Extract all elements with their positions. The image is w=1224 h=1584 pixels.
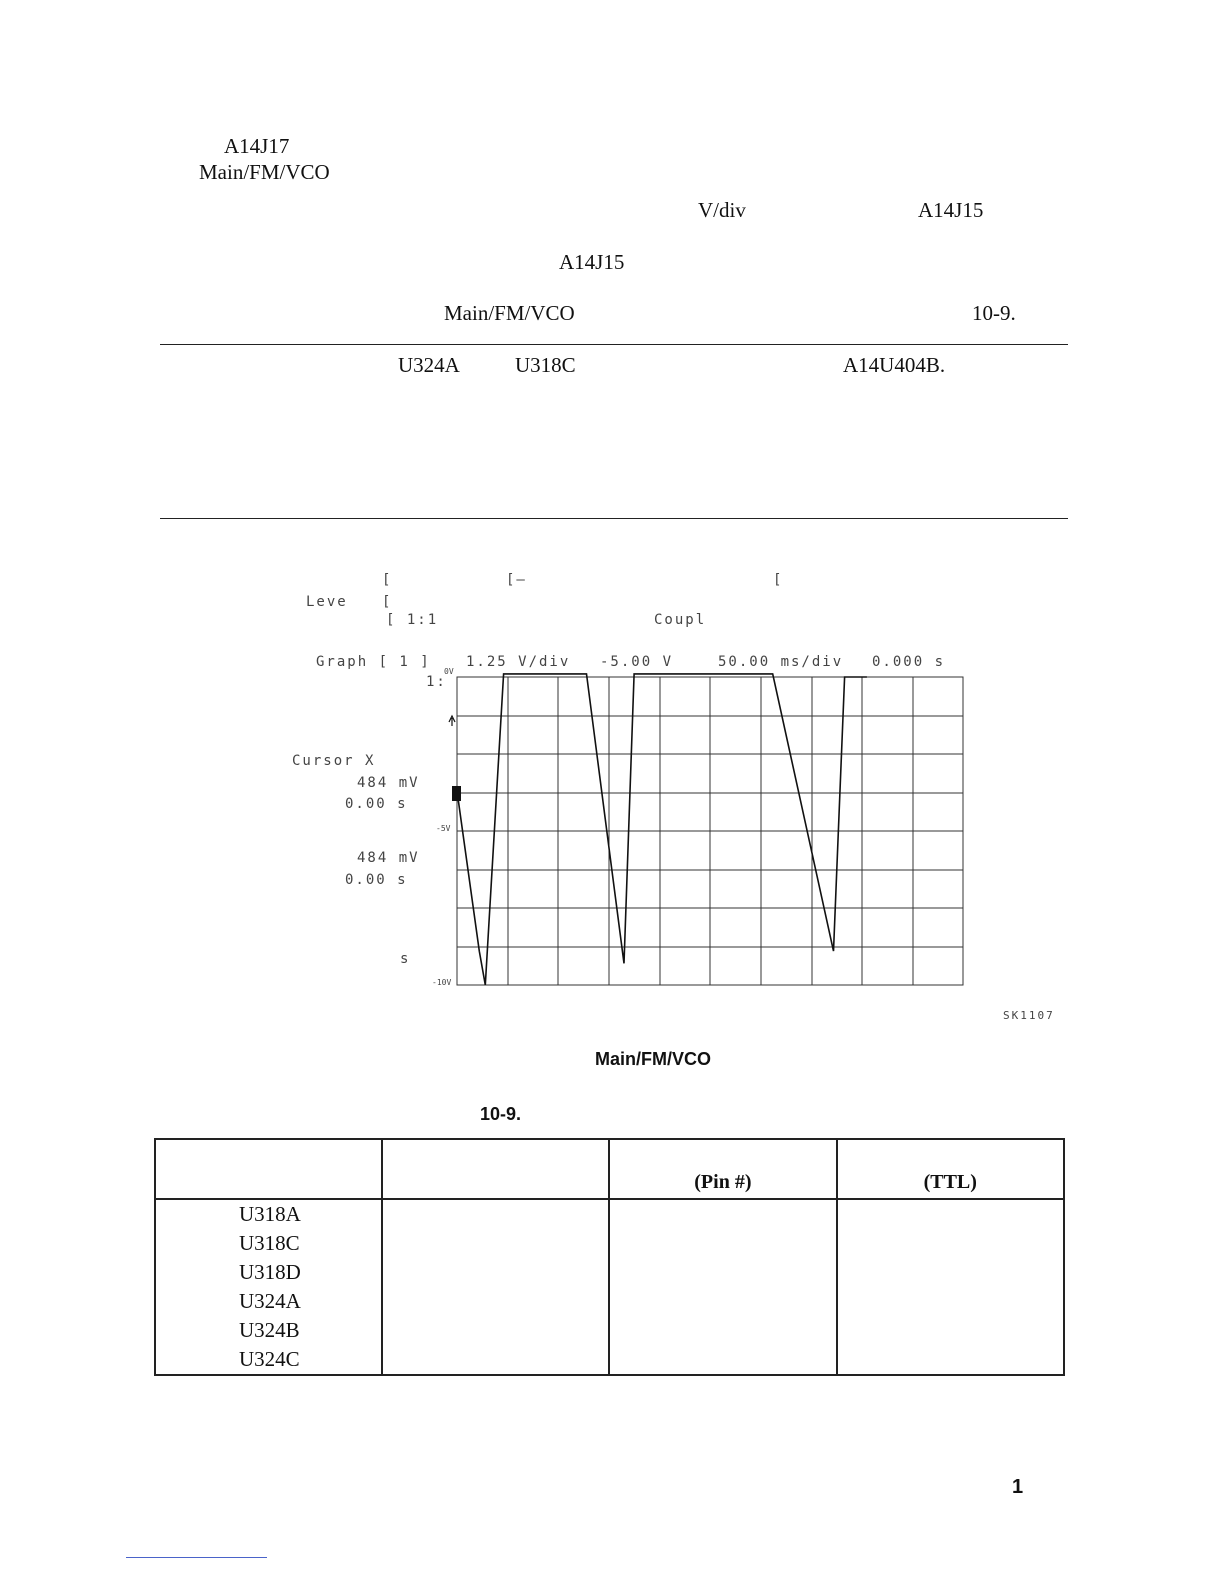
scope-probe-ratio: [ 1:1	[386, 612, 439, 628]
table-header-2	[382, 1139, 609, 1199]
cursor-time-1: 0.00 s	[345, 796, 408, 812]
ref-u324a: U324A	[398, 353, 460, 377]
scope-offset: -5.00 V	[600, 654, 674, 670]
scope-channel-marker: 1:	[426, 674, 447, 690]
component-cell: U318A	[155, 1199, 382, 1229]
table-row	[155, 1345, 1064, 1375]
scope-bracket-2: [—	[506, 572, 527, 588]
y-level-bottom: -10V	[432, 978, 452, 987]
table-header-1	[155, 1139, 382, 1199]
ref-a14j15-second: A14J15	[559, 250, 625, 274]
scope-coupling: Coupl	[654, 612, 707, 628]
ref-main-fm-vco-second: Main/FM/VCO	[444, 301, 575, 325]
figure-id: SK1107	[1003, 1009, 1055, 1022]
cursor-marker	[452, 786, 461, 801]
cursor-delta-unit: s	[400, 951, 411, 967]
table-header-ttl: (TTL)	[837, 1139, 1064, 1199]
graticule	[457, 677, 963, 985]
scope-scale: 1.25 V/div	[466, 654, 571, 670]
table-header-pin: (Pin #)	[609, 1139, 836, 1199]
y-level-top: 0V	[444, 667, 454, 676]
cursor-voltage-2: 484 mV	[357, 850, 420, 866]
table-title: 10-9.	[480, 1104, 522, 1124]
scope-bracket-1: [	[382, 572, 393, 588]
scope-bracket-3: [	[773, 572, 784, 588]
table-header-row	[155, 1139, 1064, 1199]
unit-vdiv: V/div	[698, 198, 746, 222]
cursor-time-2: 0.00 s	[345, 872, 408, 888]
page-number: 1	[1012, 1476, 1024, 1498]
ref-main-fm-vco: Main/FM/VCO	[199, 160, 330, 184]
scope-delay: 0.000 s	[872, 654, 946, 670]
footer-link[interactable]	[126, 1557, 267, 1558]
component-cell: U318C	[155, 1229, 382, 1258]
figure-caption: Main/FM/VCO	[595, 1049, 711, 1069]
table-reference: 10-9.	[972, 301, 1016, 325]
scope-level-label: Leve	[306, 594, 348, 610]
component-cell: U324A	[155, 1287, 382, 1316]
table-row	[155, 1287, 1064, 1316]
waveform-trace	[457, 674, 867, 985]
scope-graph-header: Graph [ 1 ]	[316, 654, 431, 670]
table-row	[155, 1316, 1064, 1345]
ref-a14j17: A14J17	[224, 134, 290, 158]
table-row	[155, 1258, 1064, 1287]
ref-u318c: U318C	[515, 353, 576, 377]
component-cell: U324C	[155, 1345, 382, 1375]
pin-table	[154, 1138, 1065, 1376]
arrow-up-icon	[449, 716, 455, 726]
component-cell: U318D	[155, 1258, 382, 1287]
cursor-label: Cursor X	[292, 753, 376, 769]
table-row	[155, 1229, 1064, 1258]
scope-timebase: 50.00 ms/div	[718, 654, 844, 670]
ref-a14j15: A14J15	[918, 198, 984, 222]
ref-a14u404b: A14U404B.	[843, 353, 946, 377]
cursor-voltage-1: 484 mV	[357, 775, 420, 791]
table-row	[155, 1199, 1064, 1229]
y-level-mid: -5V	[436, 824, 451, 833]
scope-bracket-4: [	[382, 594, 393, 610]
component-cell: U324B	[155, 1316, 382, 1345]
